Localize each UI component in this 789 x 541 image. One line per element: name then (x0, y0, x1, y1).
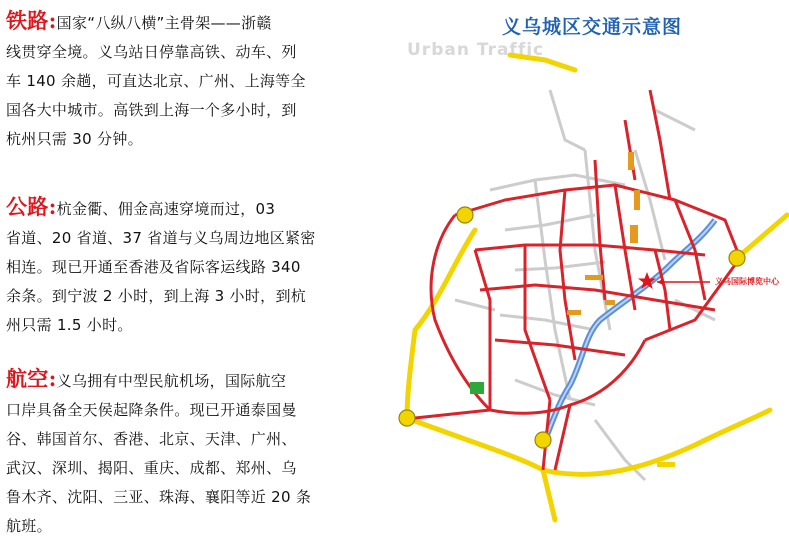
road-text-line: 相连。现已开通至香港及省际客运线路 340 (6, 258, 301, 276)
air-text-line: 口岸具备全天侯起降条件。现已开通泰国曼 (6, 401, 297, 419)
rail-text-line: 杭州只需 30 分钟。 (6, 130, 143, 148)
air-text-line: 武汉、深圳、揭阳、重庆、成都、郑州、乌 (6, 459, 297, 477)
rail-section (6, 6, 336, 154)
rail-text-line: 国家“八纵八横”主骨架——浙赣 (56, 14, 272, 32)
air-text-line: 谷、韩国首尔、香港、北京、天津、广州、 (6, 430, 297, 448)
road-heading: 公路: (6, 194, 57, 219)
expressway (407, 55, 787, 520)
legend-expressway-swatch (657, 462, 675, 467)
expo-label: 义乌国际博览中心 (715, 277, 779, 286)
road-text-line: 杭金衢、佣金高速穿境而过，03 (56, 200, 276, 218)
map-subtitle: Urban Traffic (407, 40, 545, 60)
road-text-line: 余条。到宁波 2 小时，到上海 3 小时，到杭 (6, 287, 307, 305)
map-title: 义乌城区交通示意图 (501, 16, 682, 38)
air-section (6, 364, 336, 541)
rail-text-line: 国各大中城市。高铁到上海一个多小时，到 (6, 101, 297, 119)
air-heading: 航空: (6, 366, 57, 391)
air-text-line: 义乌拥有中型民航机场，国际航空 (56, 372, 287, 390)
rail-heading: 铁路: (6, 8, 57, 33)
air-text-line: 鲁木齐、沈阳、三亚、珠海、襄阳等近 20 条 (6, 488, 312, 506)
arrow-icon (657, 279, 663, 285)
rail-text-line: 车 140 余趟，可直达北京、广州、上海等全 (6, 72, 306, 90)
road-text-line: 省道、20 省道、37 省道与义乌周边地区紧密 (6, 229, 316, 247)
air-text-line: 航班。 (6, 517, 52, 535)
road-text-line: 州只需 1.5 小时。 (6, 316, 133, 334)
road-section (6, 192, 336, 340)
minor-roads (455, 90, 715, 480)
map-canvas (395, 0, 789, 534)
airport-icon (470, 382, 484, 394)
rail-text-line: 线贯穿全境。义乌站日停靠高铁、动车、列 (6, 43, 297, 61)
traffic-map (395, 0, 789, 534)
